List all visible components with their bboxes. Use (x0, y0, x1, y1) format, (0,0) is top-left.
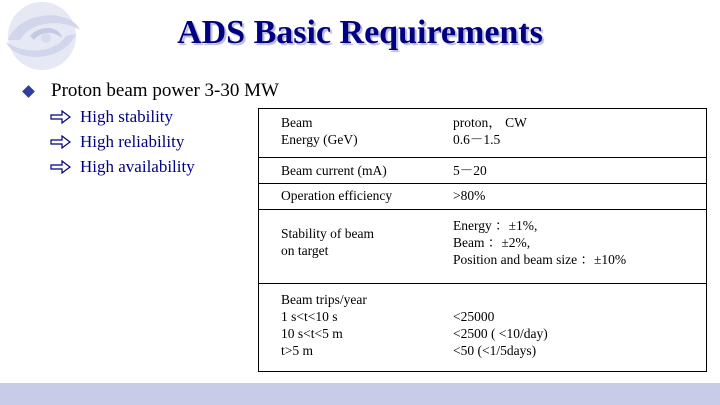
diamond-bullet-icon (22, 85, 35, 98)
table-cell-value: Energy ：±1%, Beam ：±2%, Position and beam size ：±10% (453, 218, 627, 267)
footer-bar (0, 383, 720, 405)
table-row (259, 183, 706, 210)
table-cell-parameter: Beam trips/year 1 s<t<10 s 10 s<t<5 m t>5 m (281, 292, 367, 358)
sub-bullet-text: High stability (80, 106, 174, 126)
requirements-table (258, 108, 707, 372)
table-cell-parameter: Beam Energy (GeV) (281, 115, 358, 147)
sub-bullet-item (50, 154, 195, 179)
sub-bullet-text: High availability (80, 156, 195, 176)
main-bullet-text: Proton beam power 3-30 MW (51, 80, 279, 101)
table-cell-value: <25000 <2500 ( <10/day) <50 (<1/5days) (453, 309, 548, 358)
table-cell-parameter: Operation efficiency (281, 188, 393, 203)
hollow-arrow-icon (50, 160, 72, 174)
main-bullet (22, 80, 279, 102)
sub-bullet-text: High reliability (80, 131, 185, 151)
table-row (259, 109, 706, 158)
sub-bullet-list (50, 104, 195, 179)
sub-bullet-item (50, 104, 195, 129)
slide-title: ADS Basic Requirements (177, 14, 543, 51)
table-cell-value: 5－20 (453, 163, 487, 178)
sub-bullet-item (50, 129, 195, 154)
table-cell-value: >80% (453, 188, 486, 203)
table-cell-parameter: Beam current (mA) (281, 163, 387, 178)
hollow-arrow-icon (50, 110, 72, 124)
table-cell-value: proton， CW 0.6－1.5 (453, 115, 527, 147)
table-row (259, 157, 706, 184)
table-cell-parameter: Stability of beam on target (281, 226, 374, 258)
hollow-arrow-icon (50, 135, 72, 149)
table-row (259, 209, 706, 284)
table-row (259, 283, 706, 371)
